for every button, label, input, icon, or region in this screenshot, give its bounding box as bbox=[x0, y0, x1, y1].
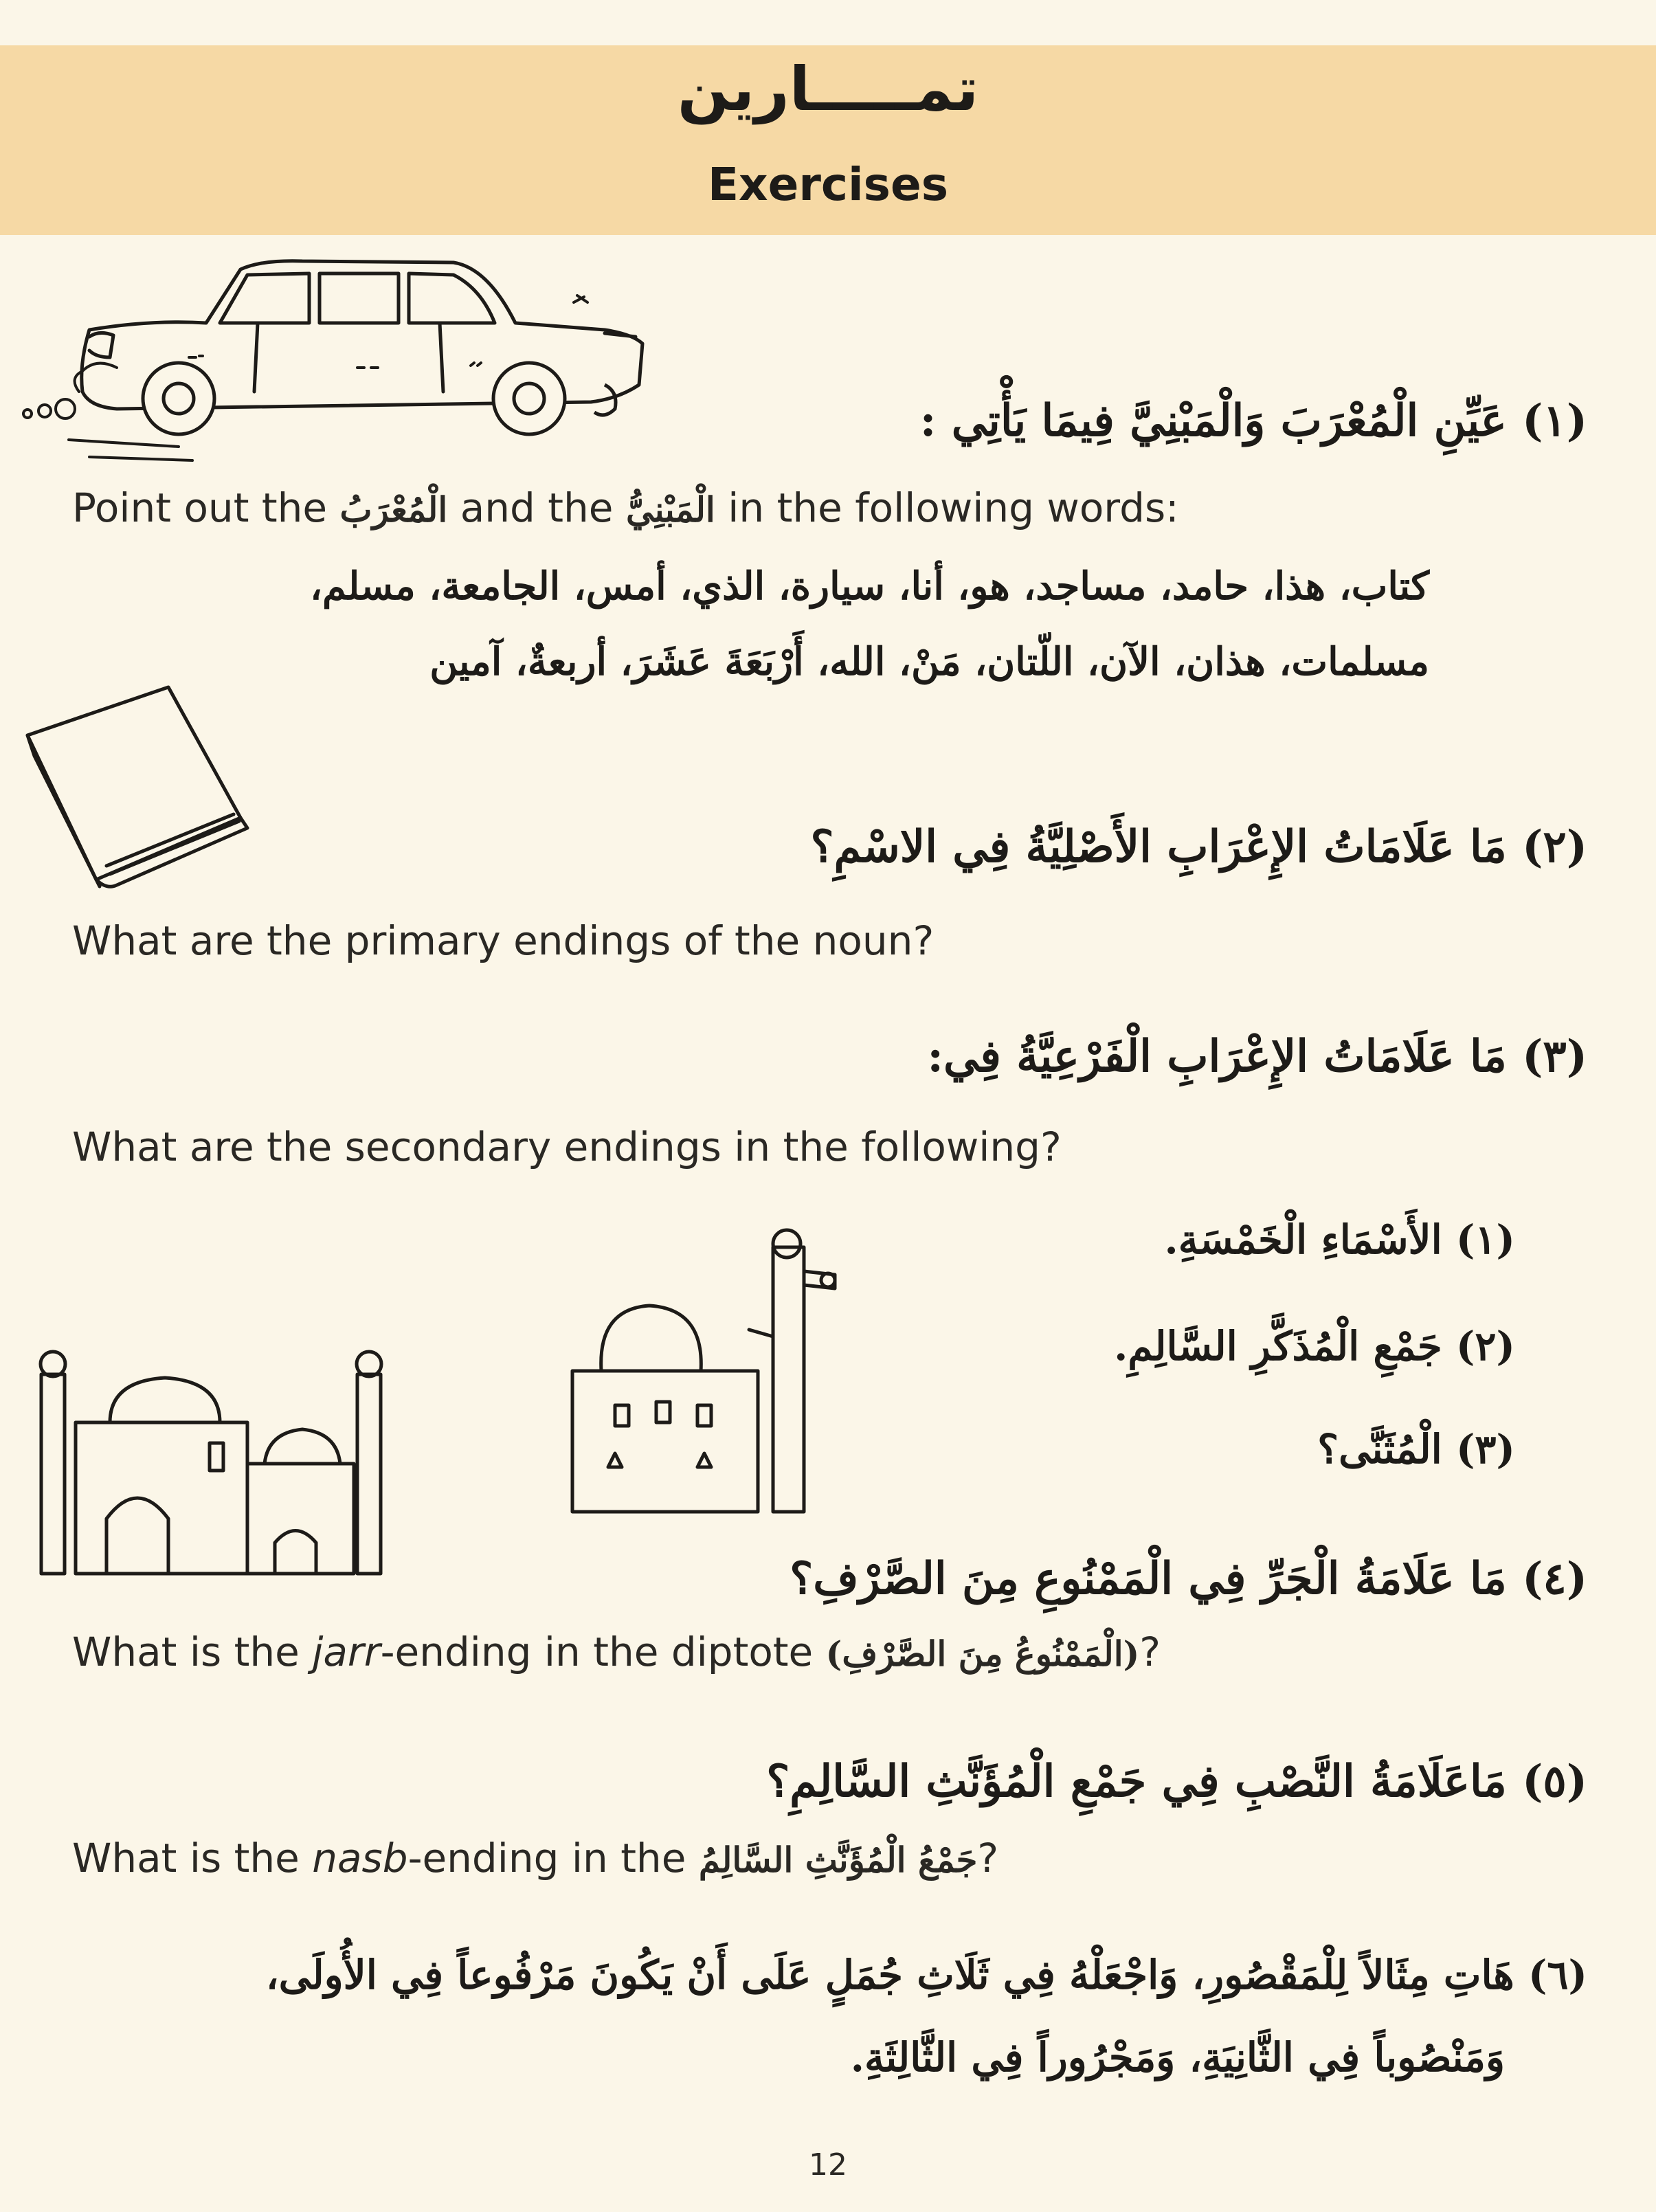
exercise-2-arabic: (٢) مَا عَلَامَاتُ الإِعْرَابِ الأَصْلِيَّةُ فِي الاسْمِ؟ bbox=[810, 821, 1587, 873]
car-illustration bbox=[14, 254, 660, 474]
exercise-5-english-part1: What is the bbox=[72, 1835, 300, 1881]
book-illustration bbox=[21, 680, 247, 893]
exercise-1-english bbox=[72, 484, 1179, 531]
exercise-4-english-end: ? bbox=[1139, 1629, 1161, 1675]
exercise-3-item-2: (٢) جَمْعِ الْمُذَكَّرِ السَّالِمِ. bbox=[1114, 1323, 1515, 1370]
exercise-1-arabic: (١) عَيِّنِ الْمُعْرَبَ وَالْمَبْنِيَّ فِيمَا يَأْتِي : bbox=[919, 395, 1587, 447]
exercise-5-arabic: (٥) مَاعَلَامَةُ النَّصْبِ فِي جَمْعِ الْمُؤَنَّثِ السَّالِمِ؟ bbox=[766, 1756, 1587, 1807]
exercise-3-english: What are the secondary endings in the following? bbox=[72, 1124, 1062, 1170]
exercise-6-arabic-line1: (٦) هَاتِ مِثَالاً لِلْمَقْصُورِ، وَاجْعَلْهُ فِي ثَلَاثِ جُمَلٍ عَلَى أَنْ يَكُونَ مَرْفُوعاً فِي الأُولَى، bbox=[265, 1952, 1587, 1998]
mosque-small-illustration bbox=[567, 1220, 849, 1522]
exercise-5-english-end: ? bbox=[977, 1835, 999, 1881]
exercise-1-term-mabni: الْمَبْنِيُّ bbox=[625, 489, 715, 530]
exercise-1-english-part3: in the following words: bbox=[728, 484, 1179, 531]
exercise-5-english-italic: nasb bbox=[312, 1835, 408, 1881]
exercise-4-english-italic: jarr bbox=[312, 1629, 381, 1675]
exercise-1-word-list-line2: مسلمات، هذان، الآن، اللّتان، مَنْ، الله، أَرْبَعَةَ عَشَرَ، أربعةٌ، آمين bbox=[429, 639, 1429, 684]
exercise-3-item-3: (٣) الْمُثَنَّى؟ bbox=[1317, 1426, 1515, 1473]
mosque-large-illustration bbox=[27, 1347, 392, 1580]
page-title-english: Exercises bbox=[707, 158, 949, 211]
exercise-1-term-murab: الْمُعْرَبُ bbox=[339, 489, 448, 530]
exercise-1-english-part2: and the bbox=[460, 484, 614, 531]
exercise-4-english-part2: -ending in the diptote bbox=[380, 1629, 814, 1675]
exercise-5-term: جَمْعُ الْمُؤَنَّثِ السَّالِمُ bbox=[698, 1840, 978, 1880]
exercise-4-english bbox=[72, 1629, 1161, 1675]
exercise-6-arabic-line2: وَمَنْصُوباً فِي الثَّانِيَةِ، وَمَجْرُوراً فِي الثَّالِثَةِ. bbox=[850, 2034, 1505, 2081]
exercise-3-item-1: (١) الأَسْمَاءِ الْخَمْسَةِ. bbox=[1164, 1216, 1515, 1263]
page-number: 12 bbox=[809, 2147, 847, 2182]
exercise-1-english-part1: Point out the bbox=[72, 484, 328, 531]
exercise-4-arabic: (٤) مَا عَلَامَةُ الْجَرِّ فِي الْمَمْنُوعِ مِنَ الصَّرْفِ؟ bbox=[790, 1553, 1587, 1605]
exercise-5-english-part2: -ending in the bbox=[407, 1835, 686, 1881]
exercise-1-word-list-line1: كتاب، هذا، حامد، مساجد، هو، أنا، سيارة، الذي، أمس، الجامعة، مسلم، bbox=[309, 563, 1429, 609]
page-title-arabic: تمـــــارين bbox=[677, 54, 979, 124]
exercise-4-term: (الْمَمْنُوعُ مِنَ الصَّرْفِ) bbox=[825, 1633, 1140, 1674]
exercise-3-arabic: (٣) مَا عَلَامَاتُ الإِعْرَابِ الْفَرْعِيَّةُ فِي: bbox=[927, 1031, 1587, 1082]
exercise-2-english: What are the primary endings of the noun? bbox=[72, 917, 935, 964]
exercise-5-english bbox=[72, 1835, 998, 1881]
exercise-4-english-part1: What is the bbox=[72, 1629, 300, 1675]
